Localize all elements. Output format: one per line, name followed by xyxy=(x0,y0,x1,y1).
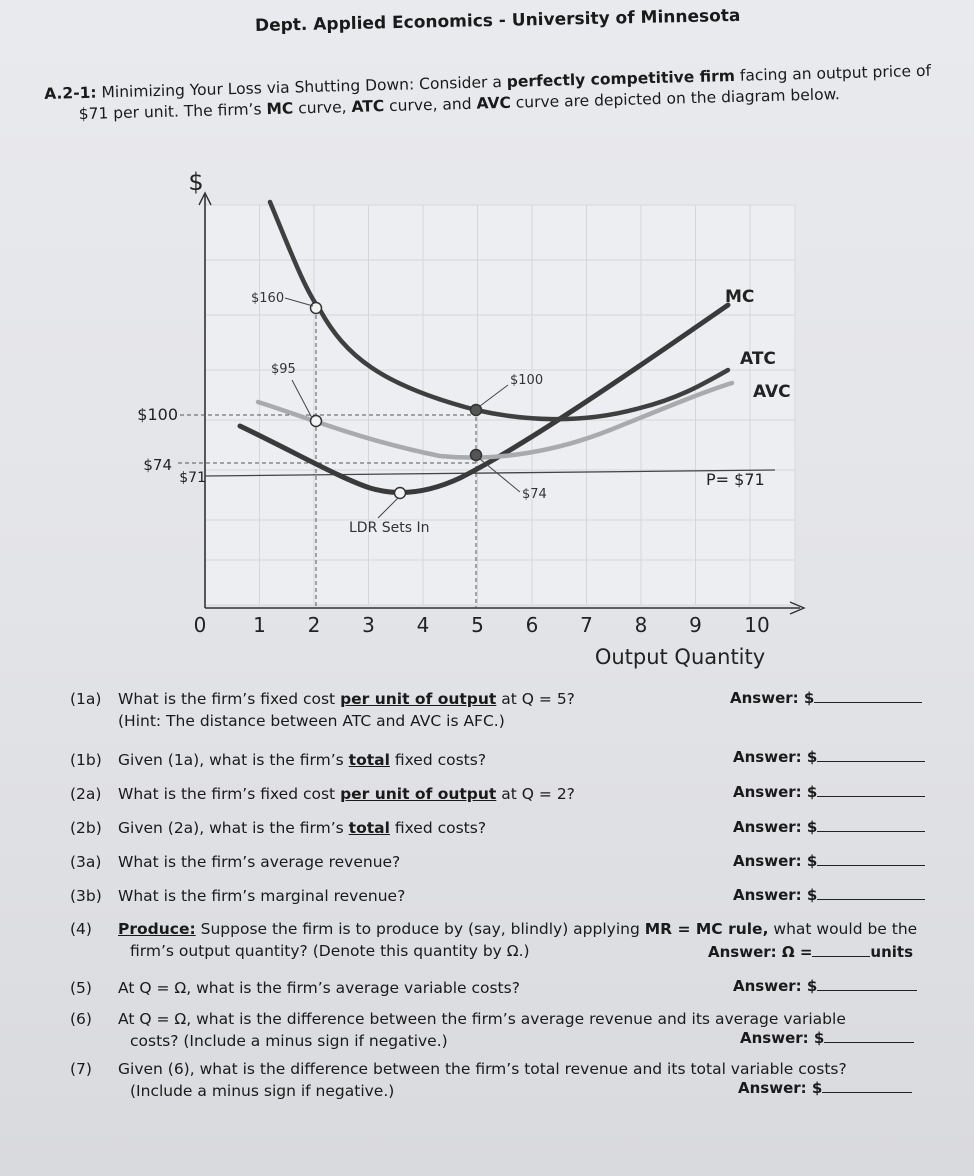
question-number: (1b) xyxy=(70,751,102,769)
answer-blank[interactable] xyxy=(822,1078,912,1093)
question-text: At Q = Ω, what is the firm’s average variable costs? xyxy=(118,979,520,997)
answer-label: Answer: $ xyxy=(733,818,818,836)
problem-text-1: Consider a xyxy=(418,73,503,94)
x-tick-label: 2 xyxy=(307,613,321,637)
x-tick-label: 6 xyxy=(525,613,539,637)
y-tick-label: $74 xyxy=(143,456,172,474)
answer-label: Answer: $ xyxy=(733,886,818,904)
question-text: Given (1a), what is the firm’s total fixed costs? xyxy=(118,751,487,769)
question-item xyxy=(70,783,575,805)
answer-field[interactable] xyxy=(730,688,922,707)
answer-label: Answer: $ xyxy=(733,977,818,995)
x-tick-label: 1 xyxy=(253,613,266,637)
question-text: Given (6), what is the difference between the firm’s total revenue and its total variable costs? xyxy=(118,1060,847,1078)
problem-title: Minimizing Your Loss via Shutting Down: xyxy=(101,75,415,102)
answer-blank[interactable] xyxy=(814,688,922,703)
answer-blank[interactable] xyxy=(817,747,925,762)
data-point xyxy=(395,488,406,499)
question-text: What is the firm’s fixed cost per unit of output at Q = 5? xyxy=(118,690,575,708)
answer-blank[interactable] xyxy=(817,885,925,900)
problem-avc: AVC xyxy=(476,93,512,113)
question-text-line2: (Include a minus sign if negative.) xyxy=(130,1082,395,1100)
answer-field[interactable] xyxy=(708,942,913,961)
answer-label: Answer: Ω = xyxy=(708,943,813,961)
avc-label: AVC xyxy=(753,382,791,402)
question-number: (3b) xyxy=(70,887,102,905)
answer-blank[interactable] xyxy=(817,817,925,832)
answer-label: Answer: $ xyxy=(740,1029,825,1047)
question-text: Produce: Suppose the firm is to produce by (say, blindly) applying MR = MC rule, what would be the xyxy=(118,920,918,938)
x-tick-label: 8 xyxy=(634,613,648,637)
x-tick-label: 3 xyxy=(362,613,375,637)
answer-label: Answer: $ xyxy=(733,748,818,766)
question-text: What is the firm’s marginal revenue? xyxy=(118,887,406,905)
answer-field[interactable] xyxy=(733,747,925,766)
x-tick-label: 5 xyxy=(471,613,484,637)
x-tick-label: 0 xyxy=(193,613,207,637)
answer-blank[interactable] xyxy=(817,782,925,797)
problem-id: A.2-1: xyxy=(44,83,97,103)
question-text-line2: firm’s output quantity? (Denote this quantity by Ω.) xyxy=(130,942,530,960)
problem-curve-1: curve, xyxy=(297,98,347,118)
answer-blank[interactable] xyxy=(812,942,870,957)
problem-mc: MC xyxy=(266,99,294,119)
annotation-100: $100 xyxy=(510,373,544,388)
atc-label: ATC xyxy=(740,349,776,369)
question-item xyxy=(70,1058,847,1102)
problem-bold-1: perfectly competitive firm xyxy=(506,66,736,91)
problem-line-2-end: curve are depicted on the diagram below. xyxy=(515,85,840,112)
answer-label: Answer: $ xyxy=(733,852,818,870)
y-tick-label: $100 xyxy=(137,405,178,424)
answer-blank[interactable] xyxy=(817,851,925,866)
annotation-160: $160 xyxy=(251,291,285,306)
question-item xyxy=(70,749,486,771)
x-tick-label: 9 xyxy=(689,613,702,637)
answer-field[interactable] xyxy=(740,1028,914,1047)
question-number: (3a) xyxy=(70,853,102,871)
question-item xyxy=(70,688,575,732)
answer-field[interactable] xyxy=(733,851,925,870)
x-axis-label: Output Quantity xyxy=(594,645,766,669)
question-number: (4) xyxy=(70,920,92,938)
question-item xyxy=(70,977,520,999)
data-point xyxy=(471,405,482,416)
answer-blank[interactable] xyxy=(817,976,917,991)
question-number: (5) xyxy=(70,979,92,997)
data-point xyxy=(311,416,322,427)
answer-label: Answer: $ xyxy=(730,689,815,707)
annotation-95: $95 xyxy=(271,362,296,377)
question-text-line2: costs? (Include a minus sign if negative.) xyxy=(130,1032,448,1050)
question-item xyxy=(70,851,400,873)
data-point xyxy=(311,303,322,314)
price-line-label: P= $71 xyxy=(706,470,765,489)
plot-area xyxy=(205,205,795,605)
question-text: At Q = Ω, what is the difference between the firm’s average revenue and its average variable xyxy=(118,1010,846,1028)
question-number: (2a) xyxy=(70,785,102,803)
annotation-ldr: LDR Sets In xyxy=(349,520,430,536)
question-text: What is the firm’s fixed cost per unit of output at Q = 2? xyxy=(118,785,575,803)
question-number: (7) xyxy=(70,1060,92,1078)
question-number: (2b) xyxy=(70,819,102,837)
question-number: (6) xyxy=(70,1010,92,1028)
mc-label: MC xyxy=(725,287,755,307)
annotation-74: $74 xyxy=(522,487,547,502)
x-tick-label: 7 xyxy=(580,613,593,637)
chart-grid xyxy=(205,205,795,605)
answer-field[interactable] xyxy=(738,1078,912,1097)
problem-atc: ATC xyxy=(351,97,385,116)
answer-label: Answer: $ xyxy=(733,783,818,801)
question-text: What is the firm’s average revenue? xyxy=(118,853,401,871)
data-point xyxy=(471,450,482,461)
answer-units: units xyxy=(870,943,914,961)
answer-field[interactable] xyxy=(733,782,925,801)
question-text: Given (2a), what is the firm’s total fixed costs? xyxy=(118,819,487,837)
question-item xyxy=(70,885,405,907)
answer-label: Answer: $ xyxy=(738,1079,823,1097)
x-tick-label: 4 xyxy=(416,613,430,637)
answer-blank[interactable] xyxy=(824,1028,914,1043)
question-text-line2: (Hint: The distance between ATC and AVC is AFC.) xyxy=(118,712,505,730)
question-number: (1a) xyxy=(70,690,102,708)
x-tick-label: 10 xyxy=(744,613,770,637)
question-item xyxy=(70,1008,846,1052)
problem-line-2: $71 per unit. The firm’s xyxy=(78,100,262,124)
answer-field[interactable] xyxy=(733,885,925,904)
page-header: Dept. Applied Economics - University of Minnesota xyxy=(254,5,741,36)
question-item xyxy=(70,817,486,839)
answer-field[interactable] xyxy=(733,976,917,995)
problem-text-2: facing an output price of xyxy=(739,61,932,85)
y-tick-label: $71 xyxy=(179,470,206,486)
answer-field[interactable] xyxy=(733,817,925,836)
problem-curve-2: curve, and xyxy=(388,94,472,115)
y-axis-label: $ xyxy=(188,168,204,196)
